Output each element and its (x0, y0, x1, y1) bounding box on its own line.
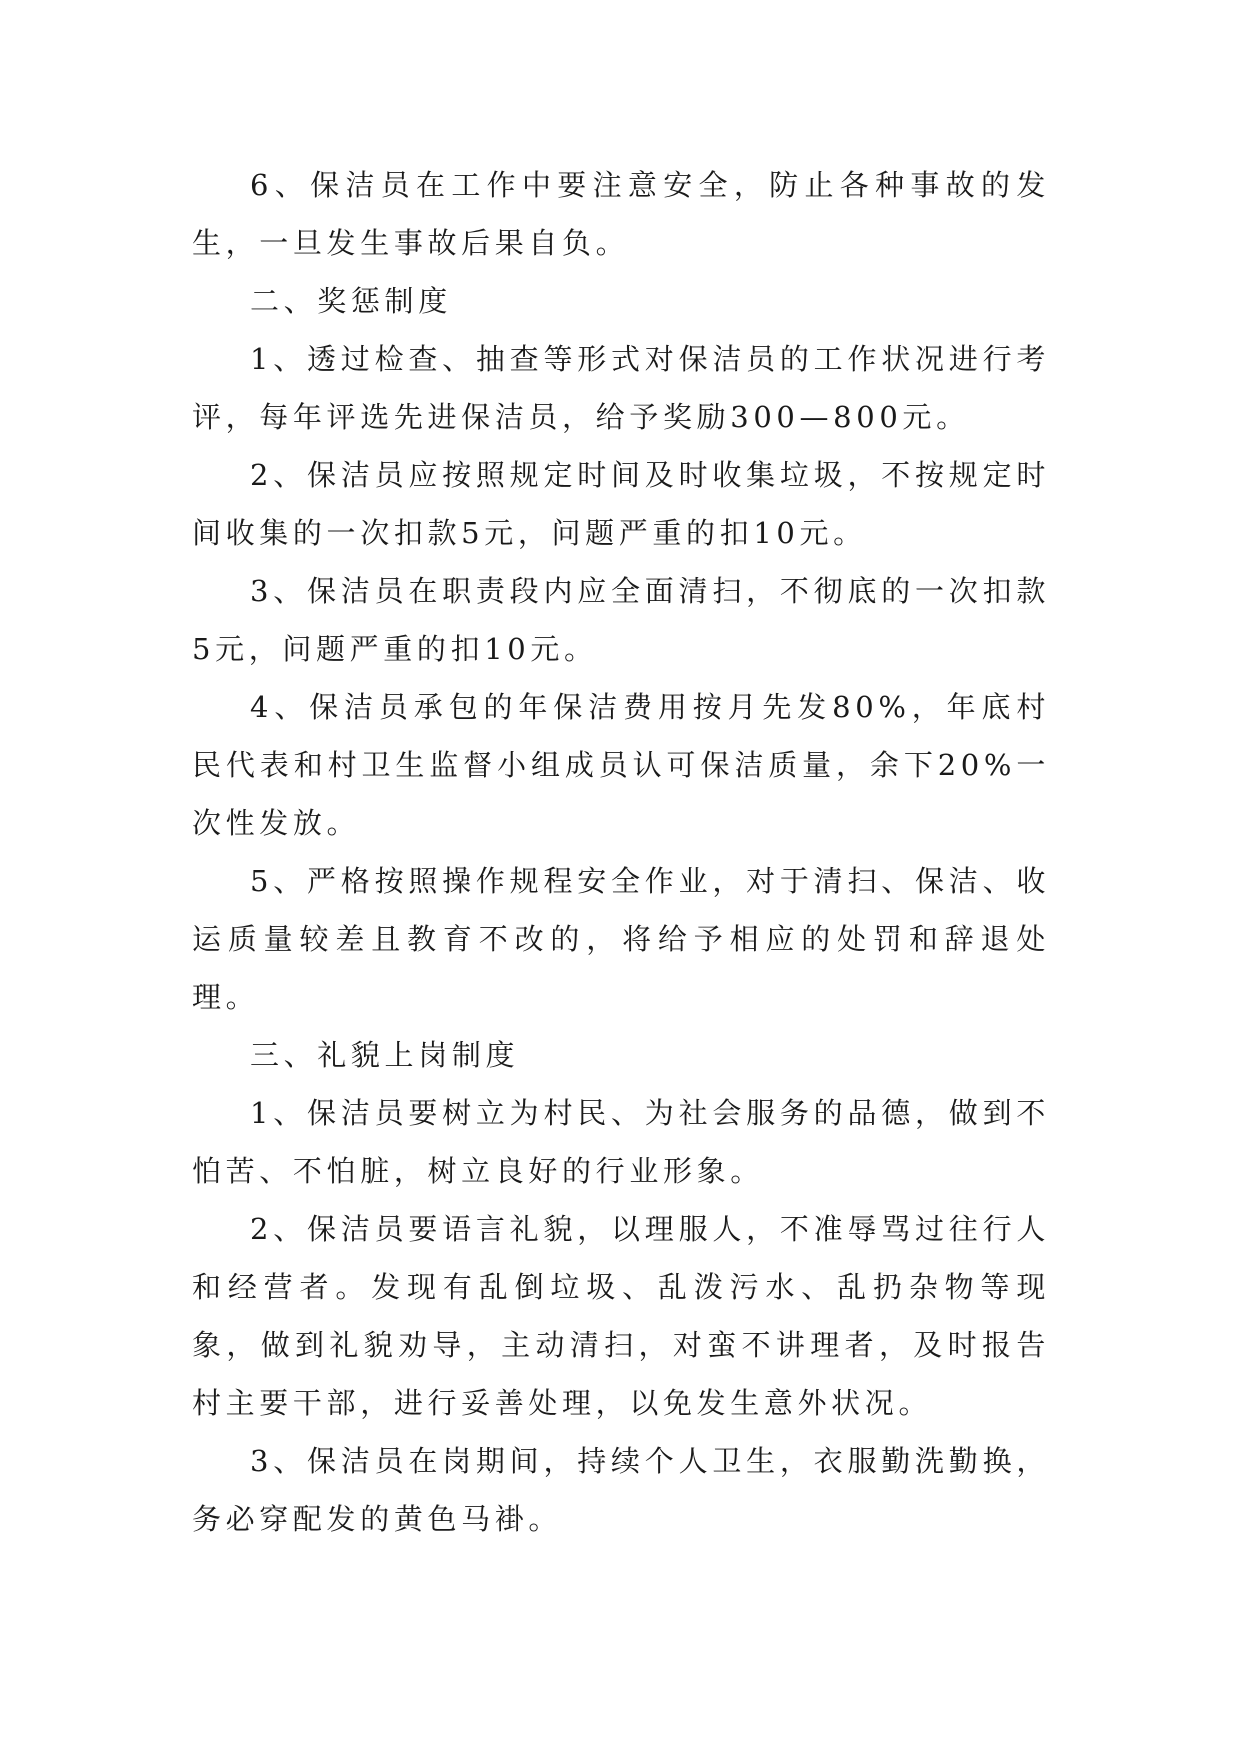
section-heading-rewards-penalties: 二、奖惩制度 (250, 284, 452, 318)
paragraph-courtesy-rule-1: 1、保洁员要树立为村民、为社会服务的品德，做到不怕苦、不怕脏，树立良好的行业形象。 (192, 1096, 1050, 1188)
paragraph-reward-rule-3: 3、保洁员在职责段内应全面清扫，不彻底的一次扣款5元，问题严重的扣10元。 (192, 574, 1050, 666)
section-heading-courtesy: 三、礼貌上岗制度 (250, 1038, 520, 1072)
paragraph-courtesy-rule-2: 2、保洁员要语言礼貌，以理服人，不准辱骂过往行人和经营者。发现有乱倒垃圾、乱泼污水、乱扔杂物等现象，做到礼貌劝导，主动清扫，对蛮不讲理者，及时报告村主要干部，进行妥善处理，以免发生意外状况。 (192, 1212, 1050, 1420)
paragraph-safety-rule-6: 6、保洁员在工作中要注意安全，防止各种事故的发生，一旦发生事故后果自负。 (192, 168, 1050, 260)
paragraph-reward-rule-1: 1、透过检查、抽查等形式对保洁员的工作状况进行考评，每年评选先进保洁员，给予奖励300—800元。 (192, 342, 1050, 434)
paragraph-reward-rule-5: 5、严格按照操作规程安全作业，对于清扫、保洁、收运质量较差且教育不改的，将给予相应的处罚和辞退处理。 (192, 864, 1050, 1014)
paragraph-courtesy-rule-3: 3、保洁员在岗期间，持续个人卫生，衣服勤洗勤换，务必穿配发的黄色马褂。 (192, 1444, 1050, 1536)
paragraph-reward-rule-2: 2、保洁员应按照规定时间及时收集垃圾，不按规定时间收集的一次扣款5元，问题严重的扣10元。 (192, 458, 1050, 550)
paragraph-reward-rule-4: 4、保洁员承包的年保洁费用按月先发80%，年底村民代表和村卫生监督小组成员认可保洁质量，余下20%一次性发放。 (192, 690, 1050, 840)
document-page (192, 156, 1050, 1548)
